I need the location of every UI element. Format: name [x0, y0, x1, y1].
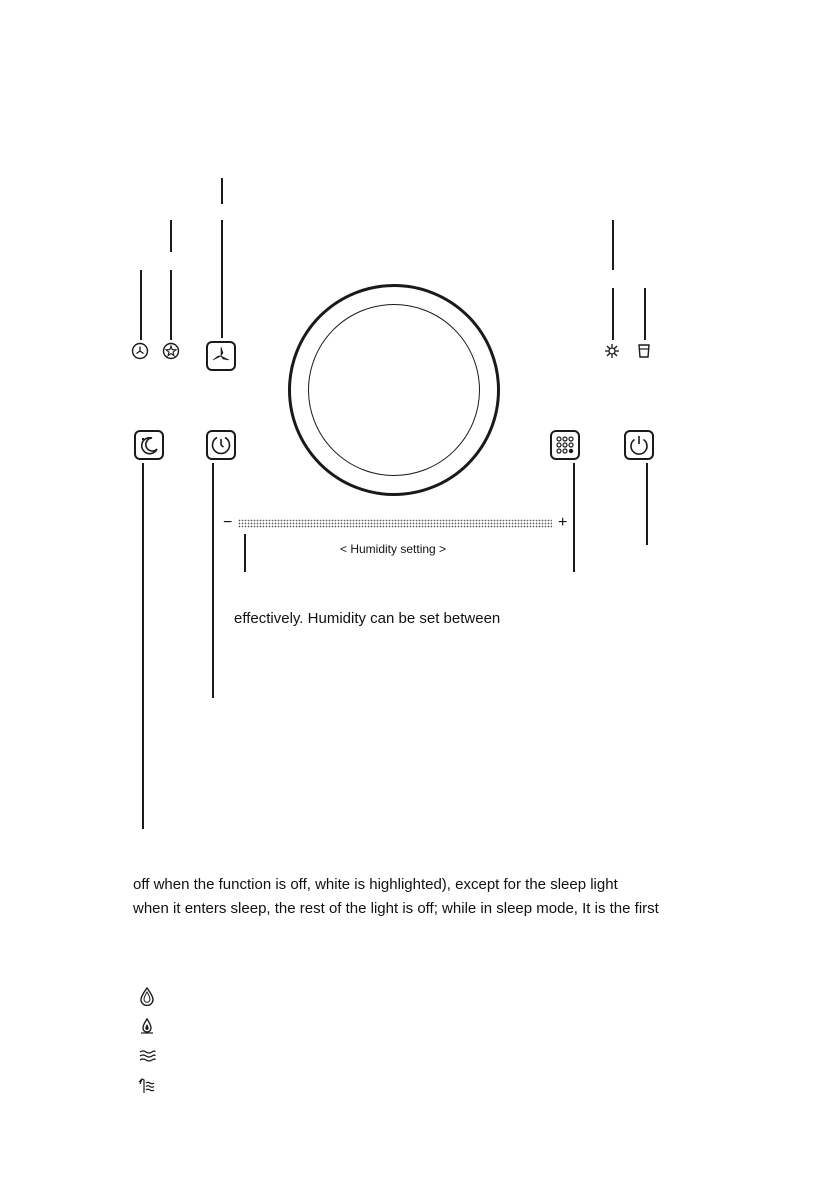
control-dial-inner-ring [308, 304, 480, 476]
mode-grid-icon [553, 433, 577, 457]
fan-icon [209, 344, 233, 368]
leader-line-humidity [244, 534, 246, 572]
leader-line-fan-top [221, 178, 223, 204]
fan-button[interactable] [206, 341, 236, 371]
power-button[interactable] [624, 430, 654, 460]
timer-button[interactable] [206, 430, 236, 460]
filter-indicator-icon [603, 342, 621, 360]
humidity-setting-caption: < Humidity setting > [340, 542, 447, 556]
power-icon [627, 433, 651, 457]
lights-description-line-2: when it enters sleep, the rest of the light is off; while in sleep mode, It is the first [133, 900, 659, 917]
humidity-description-line: effectively. Humidity can be set between [234, 610, 501, 627]
timer-icon [209, 433, 233, 457]
leader-line-filter [612, 288, 614, 340]
sleep-button[interactable] [134, 430, 164, 460]
water-tank-icon [635, 342, 653, 360]
lights-description-line-1: off when the function is off, white is highlighted), except for the sleep light [133, 876, 618, 893]
leader-line-speed-low [140, 270, 142, 340]
leader-line-mode [573, 463, 575, 572]
sleep-moon-icon [137, 433, 161, 457]
wave-lines-icon [137, 1046, 157, 1066]
leader-line-tank [644, 288, 646, 340]
mode-button[interactable] [550, 430, 580, 460]
leader-line-speed-high [170, 270, 172, 340]
leader-line-speed-high-top [170, 220, 172, 252]
drop-large-icon [137, 986, 157, 1006]
drop-small-icon [137, 1016, 157, 1036]
leader-line-sleep [142, 463, 144, 829]
fan-high-icon [162, 342, 180, 360]
fan-low-icon [131, 342, 149, 360]
leader-line-timer [212, 463, 214, 698]
leader-line-filter-top [612, 220, 614, 270]
humidity-minus[interactable]: − [223, 514, 233, 531]
leader-line-power [646, 463, 648, 545]
leader-line-fan [221, 220, 223, 338]
humidity-plus[interactable]: + [558, 514, 568, 531]
clothes-dry-icon [137, 1076, 157, 1096]
humidity-slider[interactable] [238, 519, 552, 528]
